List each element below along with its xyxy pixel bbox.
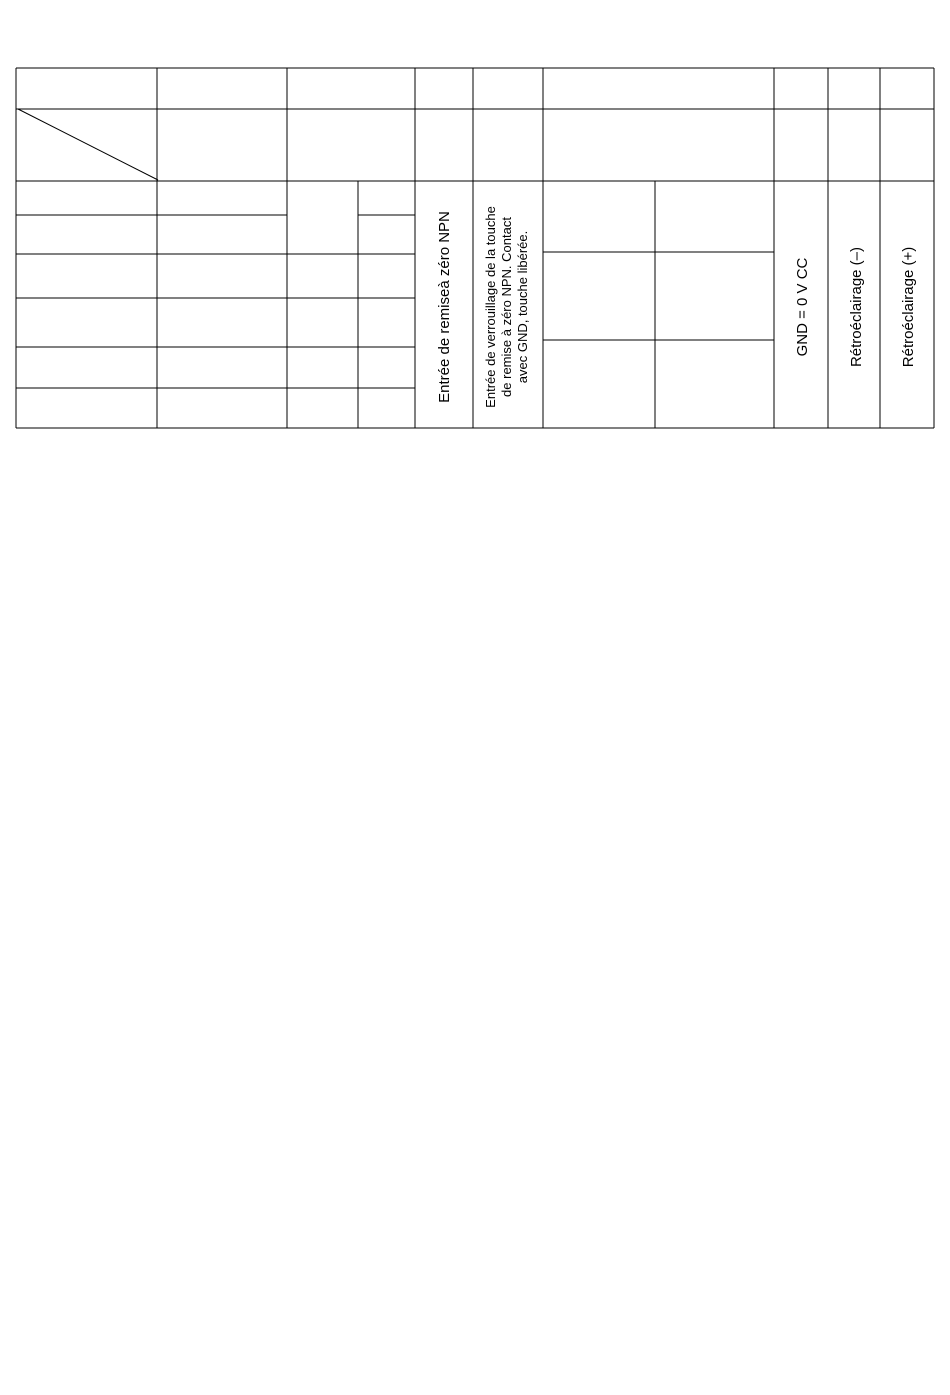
gnd-label: GND = 0 V CC: [794, 257, 811, 357]
reset-lock-input-label: [483, 206, 530, 408]
table-body-left-rows: [16, 181, 415, 428]
npn-reset-input-label: Entrée de remiseà zéro NPN: [436, 211, 453, 403]
reset-lock-input-line-1: Entrée de verrouillage de la touche: [483, 206, 498, 408]
table-border: [16, 68, 934, 428]
table-body-right-columns: [473, 181, 880, 428]
reset-lock-input-line-2: de remise à zéro NPN. Contact: [499, 217, 514, 397]
reset-lock-input-line-3: avec GND, touche libérée.: [515, 230, 530, 384]
table-header: [16, 68, 934, 181]
backlight-plus-label: Rétroéclairage (+): [900, 246, 917, 368]
corner-diagonal: [18, 109, 158, 180]
backlight-minus-label: Rétroéclairage (–): [848, 246, 865, 368]
